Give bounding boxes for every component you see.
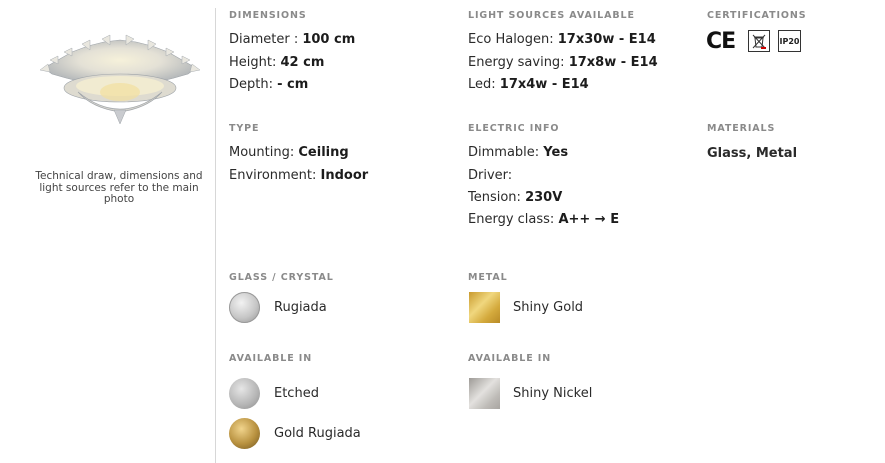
electric-dimmable: Dimmable: Yes — [468, 145, 569, 160]
dimensions-heading: DIMENSIONS — [229, 10, 307, 21]
ce-mark-icon: CE — [706, 29, 736, 54]
type-environment: Environment: Indoor — [229, 168, 369, 183]
type-heading: TYPE — [229, 123, 260, 134]
electric-driver: Driver: — [468, 168, 513, 183]
glass-swatch-etched[interactable] — [229, 378, 260, 409]
glass-name-gold-rugiada: Gold Rugiada — [274, 426, 361, 441]
electric-tension: Tension: 230V — [468, 190, 563, 205]
glass-swatch-gold-rugiada[interactable] — [229, 418, 260, 449]
light-sources-heading: LIGHT SOURCES AVAILABLE — [468, 10, 635, 21]
light-source-led: Led: 17x4w - E14 — [468, 77, 589, 92]
certifications-heading: CERTIFICATIONS — [707, 10, 807, 21]
metal-swatch-shiny-gold[interactable] — [469, 292, 500, 323]
metal-swatch-shiny-nickel[interactable] — [469, 378, 500, 409]
electric-info-heading: ELECTRIC INFO — [468, 123, 560, 134]
light-source-energy-saving: Energy saving: 17x8w - E14 — [468, 55, 658, 70]
metal-heading: METAL — [468, 272, 508, 283]
type-mounting: Mounting: Ceiling — [229, 145, 349, 160]
glass-swatch-rugiada[interactable] — [229, 292, 260, 323]
glass-name-etched: Etched — [274, 386, 319, 401]
dimension-diameter: Diameter : 100 cm — [229, 32, 356, 47]
recycle-bin-icon — [748, 30, 770, 52]
dimension-height: Height: 42 cm — [229, 55, 325, 70]
metal-available-heading: AVAILABLE IN — [468, 353, 552, 364]
ip20-icon: IP20 — [778, 30, 801, 52]
metal-name-shiny-gold: Shiny Gold — [513, 300, 584, 315]
dimension-depth: Depth: - cm — [229, 77, 309, 92]
light-source-eco-halogen: Eco Halogen: 17x30w - E14 — [468, 32, 656, 47]
electric-energy-class: Energy class: A++ → E — [468, 212, 620, 227]
materials-value: Glass, Metal — [707, 146, 798, 161]
glass-name-rugiada: Rugiada — [274, 300, 327, 315]
glass-heading: GLASS / CRYSTAL — [229, 272, 334, 283]
glass-available-heading: AVAILABLE IN — [229, 353, 313, 364]
materials-heading: MATERIALS — [707, 123, 776, 134]
metal-name-shiny-nickel: Shiny Nickel — [513, 386, 593, 401]
photo-caption: Technical draw, dimensions and light sources refer to the main photo — [35, 170, 203, 205]
product-photo — [38, 30, 202, 130]
vertical-divider — [215, 8, 216, 463]
